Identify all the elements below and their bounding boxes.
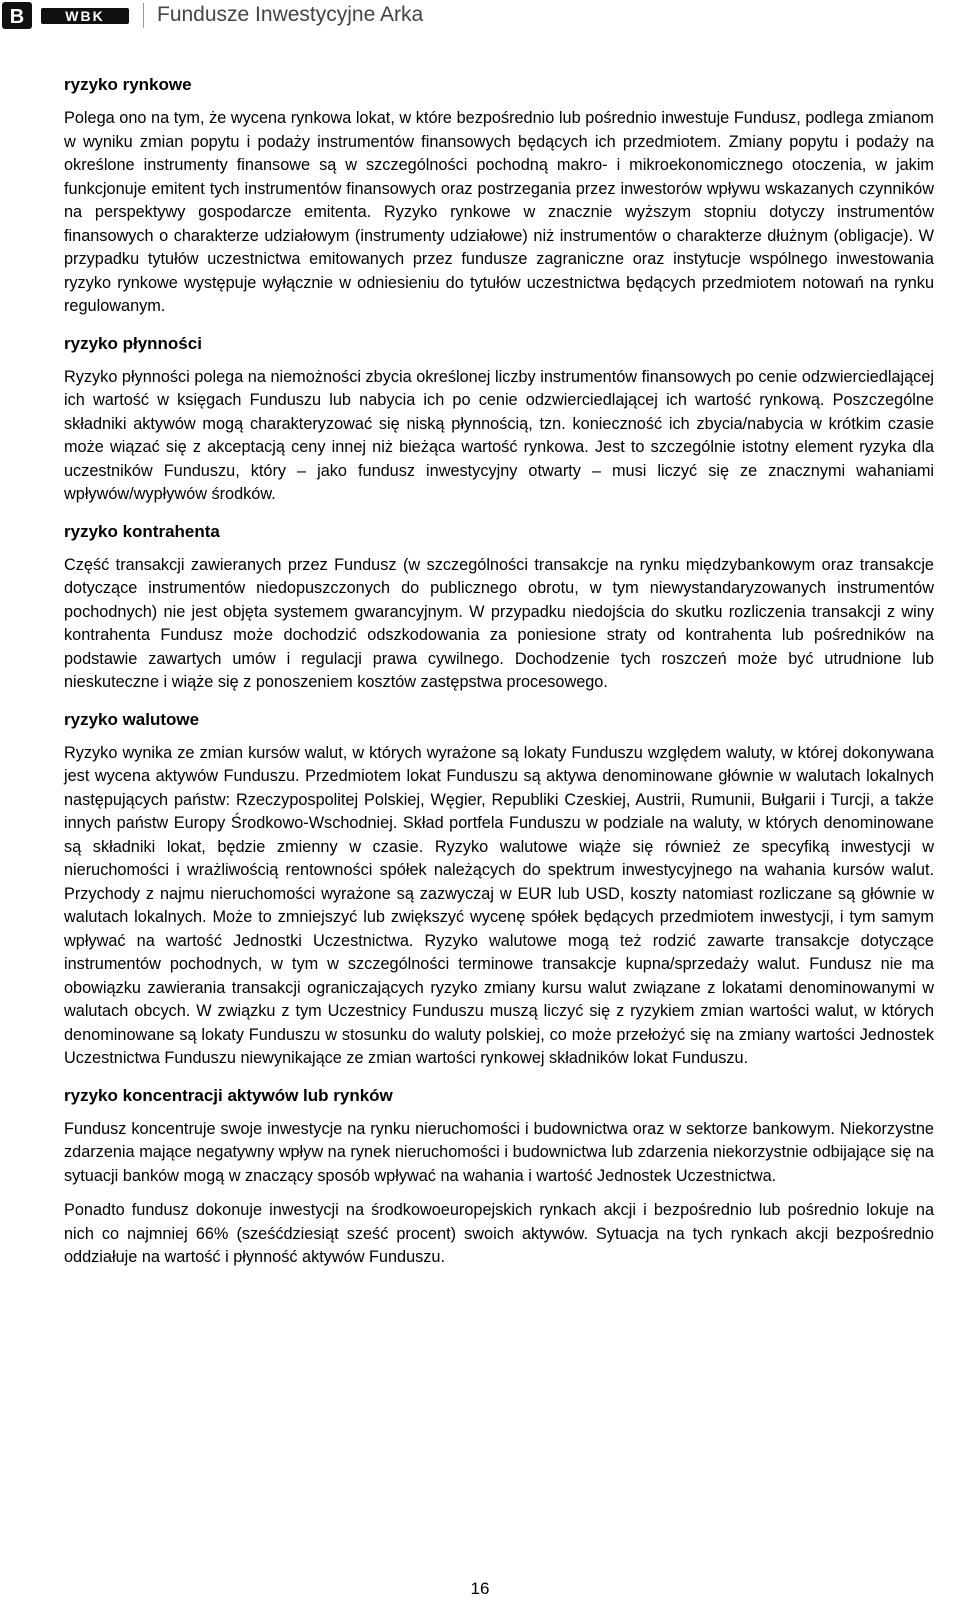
- section-heading: ryzyko rynkowe: [64, 75, 192, 94]
- logo-letter: B: [9, 6, 25, 28]
- section-heading: ryzyko koncentracji aktywów lub rynków: [64, 1085, 393, 1105]
- page-number: 16: [470, 1579, 490, 1598]
- page-header: [0, 0, 960, 32]
- section-counterparty-risk: [64, 520, 934, 695]
- section-paragraph: Ponadto fundusz dokonuje inwestycji na środkowoeuropejskich rynkach akcji i bezpośrednio lub pośrednio lokuje na nich co najmniej 66% (sześćdziesiąt sześć procent) swoich aktywów. Sytuacja na tych rynkach akcji bezpośrednio oddziałuje na wartość i płynność aktywów Funduszu.: [64, 1201, 934, 1266]
- section-paragraph: Polega ono na tym, że wycena rynkowa lokat, w które bezpośrednio lub pośrednio inwestuje Fundusz, podlega zmianom w wyniku zmian popytu i podaży instrumentów finansowych będących ich przedmiotem. Zmiany popytu i podaży na określone instrumenty finansowe są w szczególności pochodną makro- i mikroekonomicznego otoczenia, w jakim funkcjonuje emitent tych instrumentów finansowych oraz postrzegania przez inwestorów wpływu wskazanych czynników na perspektywy gospodarcze emitenta. Ryzyko rynkowe w znacznie wyższym stopniu dotyczy instrumentów finansowych o charakterze udziałowym (instrumenty udziałowe) niż instrumentów o charakterze dłużnym (obligacje). W przypadku tytułów uczestnictwa emitowanych przez fundusze zagraniczne oraz instytucje wspólnego inwestowania ryzyko rynkowe występuje wyłącznie w odniesieniu do tytułów uczestnictwa będących przedmiotem notowań na rynku regulowanym.: [64, 109, 934, 315]
- section-market-risk: [64, 73, 934, 319]
- section-liquidity-risk: [64, 332, 934, 507]
- section-paragraph: Ryzyko płynności polega na niemożności zbycia określonej liczby instrumentów finansowych po cenie odzwierciedlającej ich wartość w księgach Funduszu lub nabycia ich po cenie odzwierciedlającej ich wartość rynkową. Poszczególne składniki aktywów mogą charakteryzować się niską płynnością, tzn. konieczność ich zbycia/nabycia w krótkim czasie może wiązać się z akceptacją ceny innej niż bieżąca wartość rynkowa. Jest to szczególnie istotny element ryzyka dla uczestników Funduszu, który – jako fundusz inwestycyjny otwarty – musi liczyć się ze znacznymi wahaniami wpływów/wypływów środków.: [64, 367, 934, 503]
- section-heading: ryzyko płynności: [64, 333, 202, 353]
- header-divider: [143, 3, 144, 28]
- wbk-logo-icon: [41, 8, 129, 24]
- section-heading: ryzyko walutowe: [64, 709, 200, 729]
- section-paragraph: Ryzyko wynika ze zmian kursów walut, w których wyrażone są lokaty Funduszu względem waluty, w której dokonywana jest wycena aktywów Funduszu. Przedmiotem lokat Funduszu są aktywa denominowane głównie w walutach lokalnych następujących państw: Rzeczypospolitej Polskiej, Węgier, Republiki Czeskiej, Austrii, Rumunii, Bułgarii i Turcji, a także innych państw Europy Środkowo-Wschodniej. Skład portfela Funduszu w podziale na waluty, w których denominowane są składniki lokat, będzie zmienny w czasie. Ryzyko walutowe wiąże się również ze specyfiką inwestycji w nieruchomości i wrażliwością rentowności spółek należących do spektrum inwestycyjnego na wahania kursów walut. Przychody z najmu nieruchomości wyrażone są zazwyczaj w EUR lub USD, koszty natomiast rozliczane są głównie w walutach lokalnych. Może to zmniejszyć lub zwiększyć wycenę spółek będących przedmiotem inwestycji, i tym samym wpływać na wartość Jednostki Uczestnictwa. Ryzyko walutowe mogą też rodzić zawarte transakcje dotyczące instrumentów pochodnych, w tym w szczególności terminowe transakcje kupna/sprzedaży walut. Fundusz nie ma obowiązku zawierania transakcji ograniczających ryzyko zmiany kursu walut związane z lokatami denominowanymi w walutach obcych. W związku z tym Uczestnicy Funduszu muszą liczyć się z ryzykiem zmian wartości walut, w których denominowane są lokaty Funduszu w stosunku do waluty polskiej, co może przełożyć się na zmiany wartości Jednostek Uczestnictwa Funduszu niewynikające ze zmian wartości rynkowej składników lokat Funduszu.: [64, 743, 934, 1067]
- section-currency-risk: [64, 708, 934, 1071]
- section-paragraph: Fundusz koncentruje swoje inwestycje na rynku nieruchomości i budownictwa oraz w sektorze bankowym. Niekorzystne zdarzenia mające negatywny wpływ na rynek nieruchomości i budownictwa lub zdarzenia niekorzystnie odbijające się na sytuacji banków mogą w znaczący sposób wpływać na wahania i wartość Jednostek Uczestnictwa.: [64, 1119, 934, 1185]
- document-body: [64, 73, 934, 1283]
- section-concentration-risk: [64, 1084, 934, 1270]
- section-paragraph: Część transakcji zawieranych przez Fundusz (w szczególności transakcje na rynku międzybankowym oraz transakcje dotyczące instrumentów niedopuszczonych do publicznego obrotu, w tym niewystandaryzowanych instrumentów pochodnych) nie jest objęta systemem gwarancyjnym. W przypadku niedojścia do skutku rozliczenia transakcji z winy kontrahenta Fundusz może dochodzić odszkodowania za poniesione straty od kontrahenta lub pośredników na podstawie zawartych umów i regulacji prawa cywilnego. Dochodzenie tych roszczeń może być utrudnione lub nieskuteczne i wiąże się z ponoszeniem kosztów zastępstwa procesowego.: [64, 555, 934, 691]
- document-title: Fundusze Inwestycyjne Arka: [157, 3, 424, 26]
- bank-logo-icon: [2, 2, 32, 29]
- brand-text: WBK: [65, 8, 105, 24]
- section-heading: ryzyko kontrahenta: [64, 521, 220, 541]
